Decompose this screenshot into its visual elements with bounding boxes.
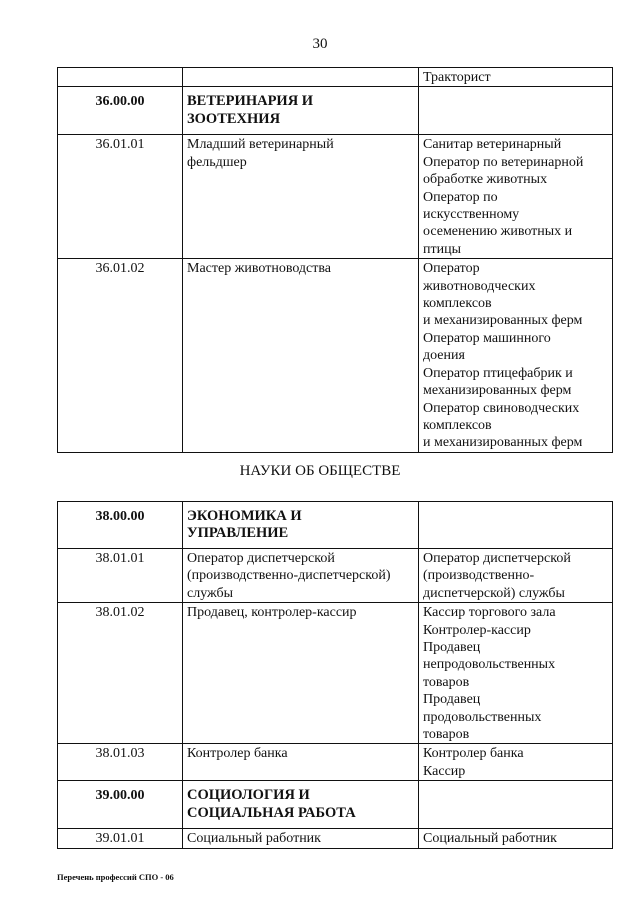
qualification-line: и механизированных ферм: [423, 313, 583, 329]
footer-note: Перечень профессий СПО - 06: [57, 872, 174, 882]
profession-cell: [183, 829, 419, 848]
code-cell: 39.00.00: [58, 781, 183, 829]
table-row: [58, 603, 613, 744]
profession-cell: [183, 781, 419, 829]
profession-line: ВЕТЕРИНАРИЯ И: [187, 93, 314, 110]
profession-line: Социальный работник: [187, 831, 321, 847]
code-cell: [58, 68, 183, 87]
profession-cell: [183, 502, 419, 549]
table-body: [58, 502, 613, 849]
qualification-line: обработке животных: [423, 172, 548, 188]
professions-table-social-sciences: [57, 501, 613, 849]
profession-line: ЭКОНОМИКА И: [187, 508, 302, 524]
qualification-line: Оператор свиноводческих: [423, 400, 580, 416]
qualification-cell: [419, 744, 613, 781]
profession-line: Оператор диспетчерской: [187, 551, 335, 566]
qualification-line: Оператор птицефабрик и: [423, 365, 573, 381]
qualification-cell: [419, 135, 613, 259]
profession-cell: [183, 135, 419, 259]
qualification-cell: [419, 549, 613, 603]
qualification-line: Оператор по ветеринарной: [423, 154, 584, 170]
qualification-line: и механизированных ферм: [423, 435, 583, 451]
code-cell: 36.01.02: [58, 259, 183, 452]
qualification-line: животноводческих: [423, 278, 536, 294]
profession-cell: [183, 549, 419, 603]
profession-line: СОЦИОЛОГИЯ И: [187, 787, 310, 804]
qualification-line: Кассир: [423, 763, 466, 779]
table-row: [58, 549, 613, 603]
profession-line: (производственно-диспетчерской): [187, 568, 391, 584]
code-cell: 38.00.00: [58, 502, 183, 549]
qualification-line: комплексов: [423, 417, 492, 433]
qualification-line: Кассир торгового зала: [423, 605, 556, 621]
section-heading: НАУКИ ОБ ОБЩЕСТВЕ: [239, 463, 401, 479]
qualification-line: Оператор машинного: [423, 330, 551, 346]
qualification-cell: [419, 502, 613, 549]
qualification-line: Оператор по: [423, 189, 498, 205]
qualification-line: товаров: [423, 727, 470, 743]
table-row: [58, 259, 613, 452]
profession-line: фельдшер: [187, 154, 247, 170]
qualification-cell: [419, 87, 613, 135]
qualification-cell: [419, 829, 613, 848]
profession-line: Контролер банка: [187, 746, 288, 762]
qualification-line: Контролер банка: [423, 746, 524, 762]
qualification-line: доения: [423, 348, 465, 364]
table-body: [58, 68, 613, 453]
qualification-line: (производственно-: [423, 568, 535, 584]
qualification-cell: [419, 781, 613, 829]
qualification-line: Продавец: [423, 692, 481, 708]
qualification-line: Социальный работник: [423, 831, 557, 847]
group-row: [58, 87, 613, 135]
code-cell: 36.00.00: [58, 87, 183, 135]
qualification-line: Продавец: [423, 640, 481, 656]
profession-cell: [183, 259, 419, 452]
qualification-line: Контролер-кассир: [423, 622, 531, 638]
qualification-line: искусственному: [423, 207, 520, 223]
profession-cell: [183, 744, 419, 781]
qualification-line: осеменению животных и: [423, 224, 573, 240]
profession-line: УПРАВЛЕНИЕ: [187, 525, 289, 542]
table-row: [58, 68, 613, 87]
qualification-line: Оператор: [423, 261, 480, 277]
code-cell: 38.01.02: [58, 603, 183, 744]
profession-line: службы: [187, 585, 234, 601]
qualification-cell: [419, 603, 613, 744]
table-row: [58, 829, 613, 848]
page-number: 30: [312, 36, 328, 52]
qualification-line: Оператор диспетчерской: [423, 551, 571, 566]
qualification-line: птицы: [423, 241, 462, 257]
profession-cell: [183, 68, 419, 87]
profession-line: ЗООТЕХНИЯ: [187, 110, 281, 127]
qualification-line: механизированных ферм: [423, 383, 572, 399]
professions-table-veterinary: [57, 67, 613, 453]
qualification-line: комплексов: [423, 296, 492, 312]
group-row: [58, 502, 613, 549]
qualification-line: непродовольственных: [423, 657, 556, 673]
profession-line: Продавец, контролер-кассир: [187, 605, 357, 621]
qualification-line: Санитар ветеринарный: [423, 137, 562, 153]
qualification-line: диспетчерской) службы: [423, 585, 565, 601]
table-row: [58, 744, 613, 781]
qualification-line: продовольственных: [423, 709, 542, 725]
code-cell: 36.01.01: [58, 135, 183, 259]
group-row: [58, 781, 613, 829]
code-cell: 38.01.03: [58, 744, 183, 781]
profession-cell: [183, 603, 419, 744]
qualification-cell: [419, 68, 613, 87]
qualification-line: товаров: [423, 674, 470, 690]
profession-cell: [183, 87, 419, 135]
code-cell: 39.01.01: [58, 829, 183, 848]
code-cell: 38.01.01: [58, 549, 183, 603]
profession-line: Младший ветеринарный: [187, 137, 334, 153]
table-row: [58, 135, 613, 259]
profession-line: СОЦИАЛЬНАЯ РАБОТА: [187, 804, 356, 821]
profession-line: Мастер животноводства: [187, 261, 332, 277]
qualification-line: Тракторист: [423, 70, 491, 85]
qualification-cell: [419, 259, 613, 452]
